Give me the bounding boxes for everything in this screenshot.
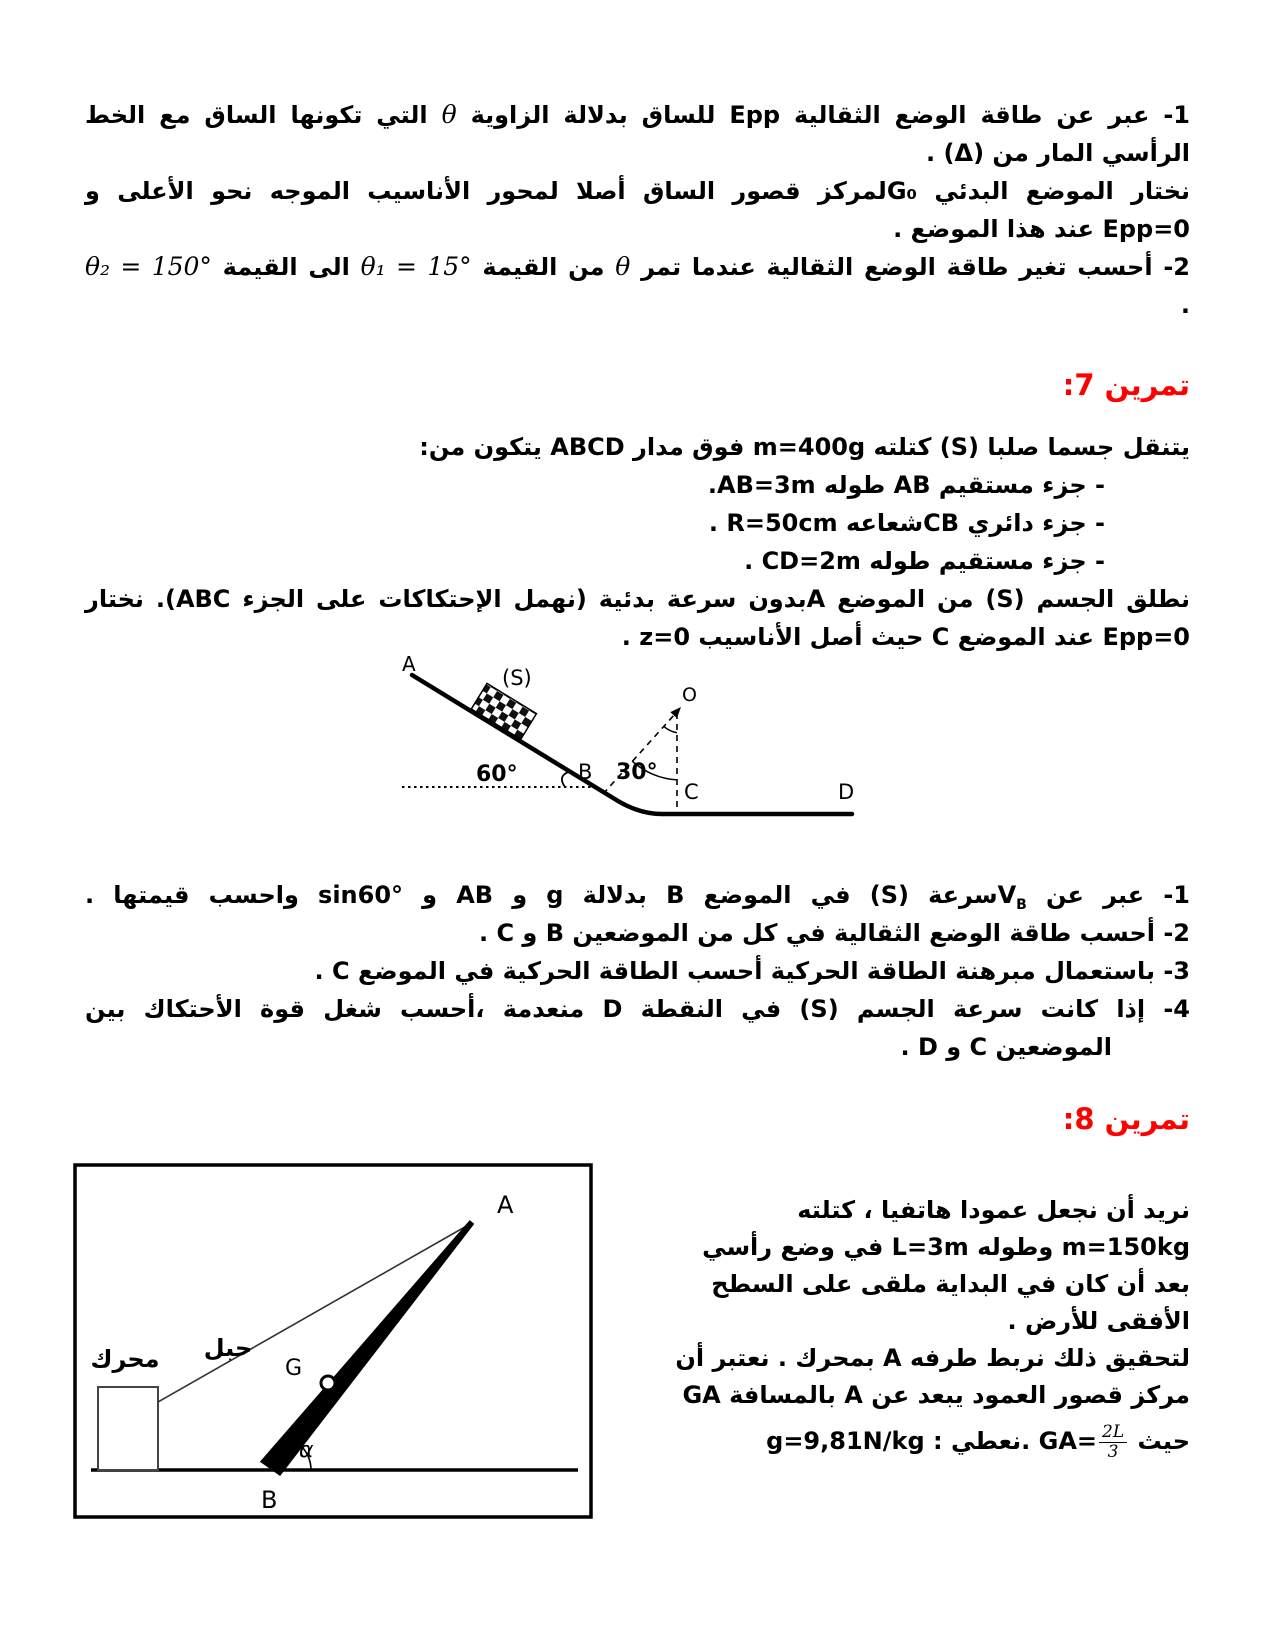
point-a-label: A: [402, 652, 416, 676]
angle-60-arc: [562, 772, 569, 787]
ex8-line3: بعد أن كان في البداية ملقى على السطح: [711, 1270, 1190, 1298]
ex6-q1-line2: الرأسي المار من (Δ) .: [926, 139, 1190, 167]
g-value: g=9,81N/kg: [766, 1427, 925, 1455]
ex7-q1: 1- عبر عن $V_Bسرعة$ (S) في الموضع B بدلالة g و AB و sin60° واحسب قيمتها .: [85, 881, 1190, 913]
vb-symbol: $V_B$: [997, 881, 1027, 913]
center-of-mass-marker: [321, 1376, 335, 1390]
ex6-q2-line2: .: [1180, 291, 1190, 319]
ex7-bullet-bc: - جزء دائري CBشعاعه R=50cm .: [708, 509, 1105, 537]
ex7-q4-line1: 4- إذا كانت سرعة الجسم (S) في النقطة D منعدمة ،أحسب شغل قوة الأحتكاك بين: [85, 995, 1190, 1023]
exercise7-statement: [85, 428, 1190, 656]
ex8-line4: الأفقى للأرض .: [1007, 1307, 1190, 1335]
ex8-line2: m=150kg وطوله L=3m في وضع رأسي: [702, 1233, 1190, 1261]
exercise6-questions: [85, 96, 1190, 324]
motor-box: [98, 1387, 158, 1470]
ex8-line1: نريد أن نجعل عمودا هاتفيا ، كتلته: [797, 1196, 1190, 1224]
ex8-line5: لتحقيق ذلك نربط طرفه A بمحرك . نعتبر أن: [675, 1344, 1190, 1372]
point-a-label: A: [497, 1191, 514, 1219]
ex7-q4-line2: الموضعين C و D .: [900, 1033, 1112, 1061]
pole-shape: [260, 1220, 474, 1476]
ex7-bullet-cd: - جزء مستقيم طوله CD=2m .: [744, 547, 1105, 575]
motor-label: محرك: [90, 1345, 160, 1373]
exercise8-title: تمرين 8:: [1062, 1102, 1190, 1136]
point-o-label: O: [682, 684, 697, 706]
ex7-bullet-ab: - جزء مستقيم AB طوله AB=3m.: [707, 471, 1105, 499]
angle-30-label: 30°: [616, 760, 658, 785]
rope-line: [158, 1224, 470, 1402]
ex7-q2: 2- أحسب طاقة الوضع الثقالية في كل من الموضعين B و C .: [478, 919, 1190, 947]
angle-alpha-label: α: [299, 1438, 314, 1463]
ex8-line6: مركز قصور العمود يبعد عن A بالمسافة GA: [682, 1381, 1190, 1409]
point-g-label: G: [285, 1356, 303, 1381]
fraction-2l-over-3: $\frac{2L}{3}$: [1099, 1423, 1127, 1461]
ga-fraction-formula: GA= $\frac{2L}{3}$: [1039, 1427, 1130, 1455]
point-b-label: B: [578, 760, 593, 784]
ex6-q1-line4: Epp=0 عند هذا الموضع .: [893, 215, 1190, 243]
point-c-label: C: [684, 780, 699, 804]
ex6-q1-line1: 1- عبر عن طاقة الوضع الثقالية Epp للساق بدلالة الزاوية θ التي تكونها الساق مع الخط: [85, 100, 1190, 129]
point-b-label: B: [261, 1486, 278, 1514]
exercise8-statement: [618, 1192, 1190, 1468]
track-line: [412, 675, 855, 814]
exercise7-questions: [85, 876, 1190, 1066]
ex7-note-line2: Epp=0 عند الموضع C حيث أصل الأناسيب z=0 .: [621, 623, 1190, 651]
ex8-line7-given-data: حيث GA= $\frac{2L}{3}$ .نعطي : g=9,81N/kg: [766, 1422, 1190, 1462]
ex7-note-line1: نطلق الجسم (S) من الموضع Aبدون سرعة بدئية (نهمل الإحتكاكات على الجزء ABC). نختار: [85, 585, 1191, 613]
ex7-q3: 3- باستعمال مبرهنة الطاقة الحركية أحسب الطاقة الحركية في الموضع C .: [314, 957, 1190, 985]
exercise7-title: تمرين 7:: [1062, 368, 1190, 402]
ex6-q2-line1: 2- أحسب تغير طاقة الوضع الثقالية عندما تمر θ من القيمة θ₁ = 15° الى القيمة θ₂ = 150°: [85, 252, 1190, 281]
figure-track-abcd: [390, 645, 870, 845]
ex6-q1-line3: نختار الموضع البدئي G₀لمركز قصور الساق أصلا لمحور الأناسيب الموجه نحو الأعلى و: [85, 177, 1190, 205]
figure-pole-motor: [73, 1163, 593, 1519]
point-d-label: D: [838, 780, 855, 804]
ex7-intro: يتنقل جسما صلبا (S) كتلته m=400g فوق مدار ABCD يتكون من:: [419, 433, 1190, 461]
rope-label: حبل: [203, 1334, 253, 1362]
block-s-label: (S): [502, 666, 532, 690]
angle-30-arc-inner: [664, 726, 677, 733]
angle-60-label: 60°: [476, 762, 518, 787]
